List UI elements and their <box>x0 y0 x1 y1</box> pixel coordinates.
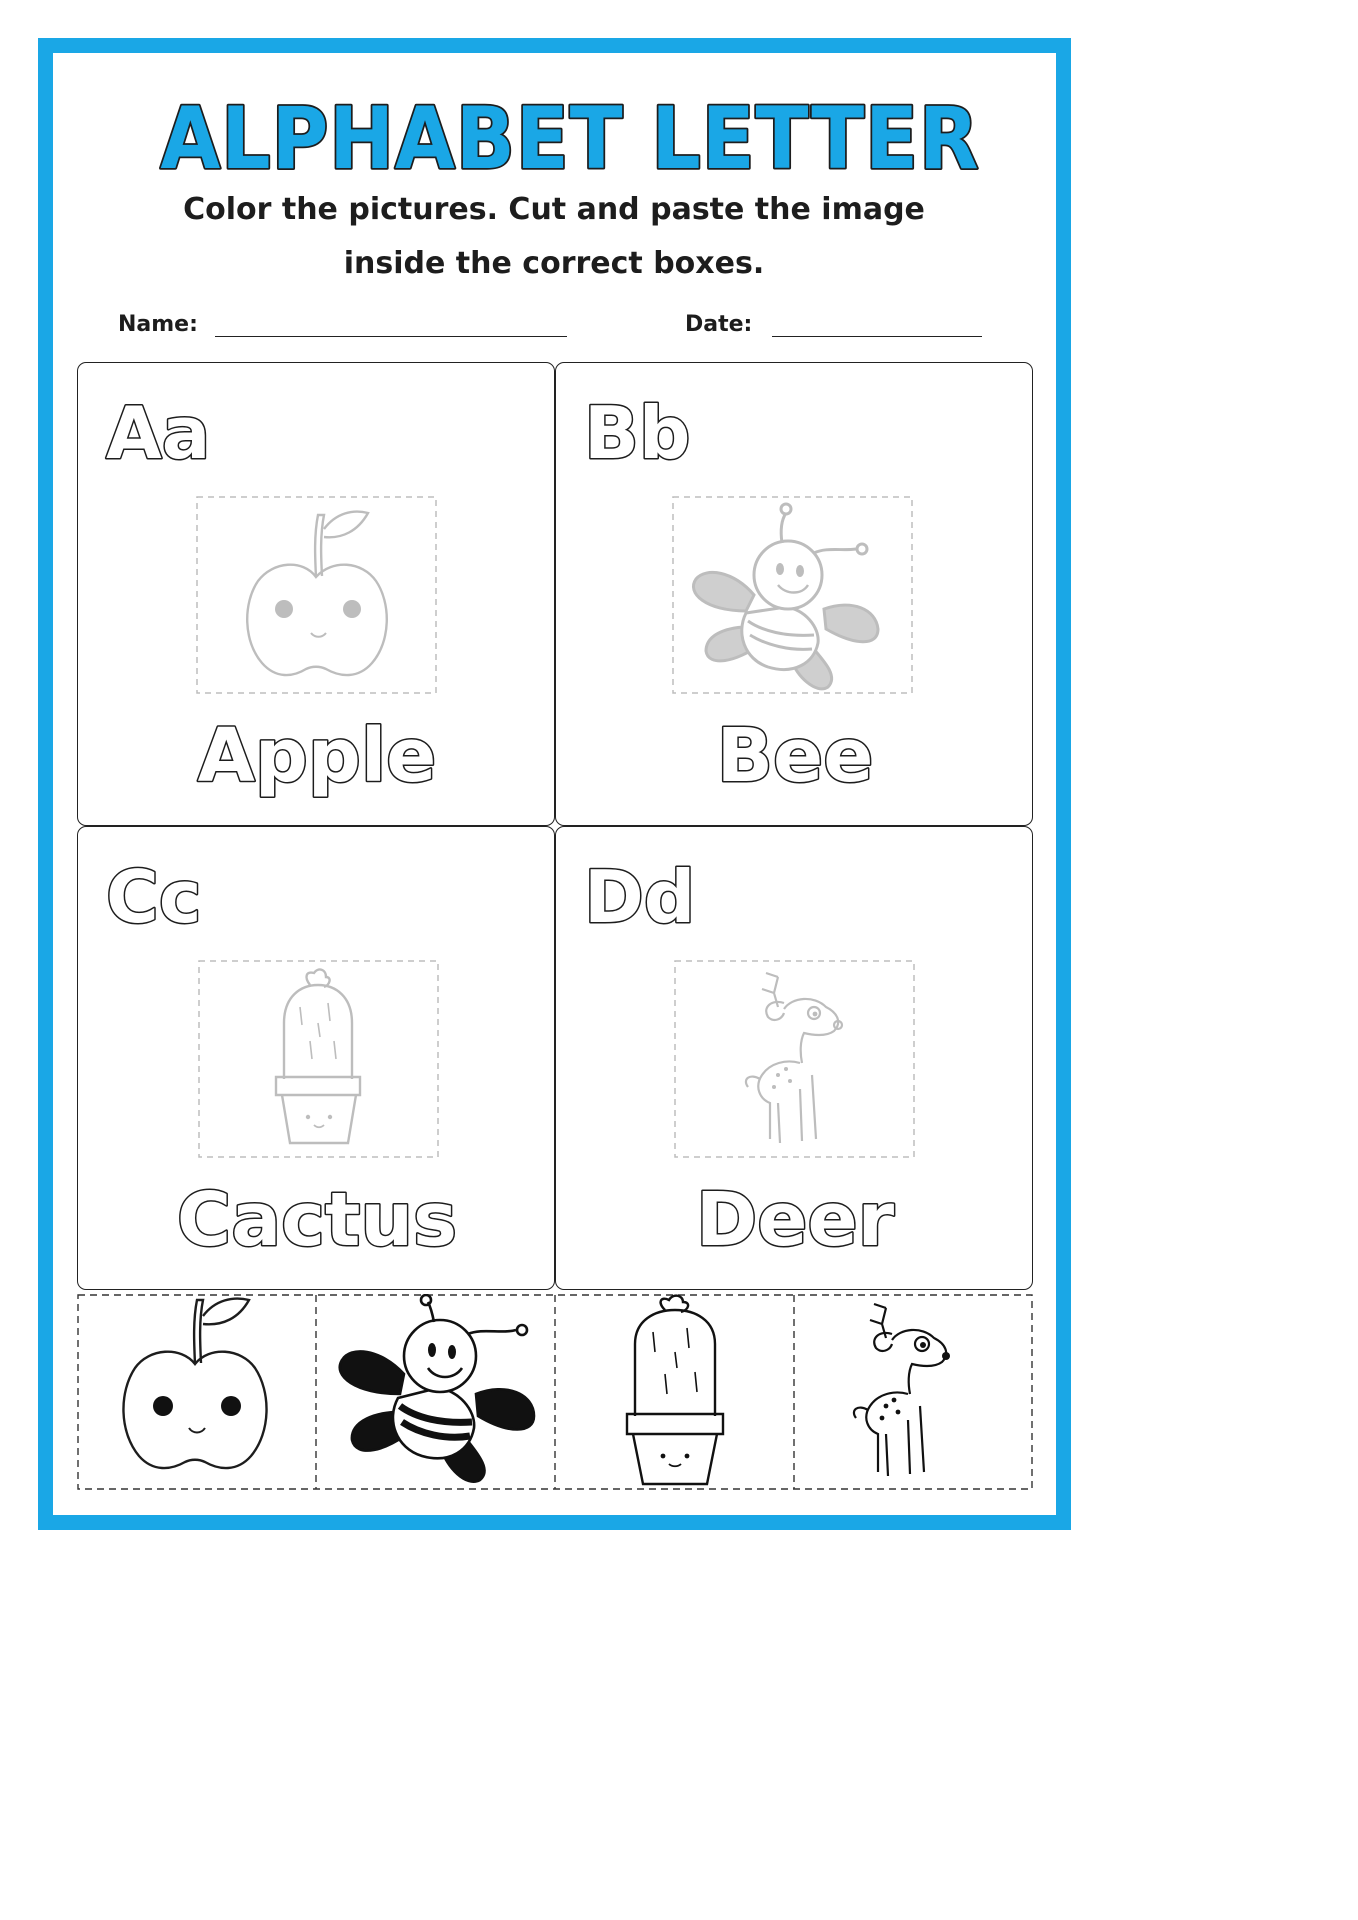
cactus-icon <box>627 1296 723 1484</box>
letter-label-d: Dd <box>584 855 696 939</box>
letter-panel-a <box>77 362 555 826</box>
deer-icon <box>746 973 842 1143</box>
cutout-bee[interactable] <box>316 1294 555 1490</box>
name-line[interactable] <box>215 336 567 337</box>
instructions-line-2: inside the correct boxes. <box>343 246 765 281</box>
letter-label-c: Cc <box>106 855 202 939</box>
letter-label-b: Bb <box>584 391 691 475</box>
word-label-bee: Bee <box>716 713 874 799</box>
cutout-apple[interactable] <box>77 1294 316 1490</box>
cutout-deer[interactable] <box>794 1294 1033 1490</box>
word-label-cactus: Cactus <box>176 1177 458 1263</box>
date-label: Date: <box>685 312 753 337</box>
word-label-apple: Apple <box>197 713 437 799</box>
deer-icon <box>854 1304 950 1476</box>
cactus-icon <box>276 970 360 1143</box>
date-line[interactable] <box>772 336 982 337</box>
name-label: Name: <box>118 312 198 337</box>
cutout-strip <box>77 1294 1033 1490</box>
letter-label-a: Aa <box>106 391 211 475</box>
bee-icon <box>340 1295 534 1482</box>
apple-icon <box>123 1299 266 1469</box>
worksheet-title <box>0 90 1108 190</box>
letter-panel-b <box>555 362 1033 826</box>
instructions-line-1: Color the pictures. Cut and paste the image <box>183 192 925 227</box>
word-label-deer: Deer <box>695 1177 895 1263</box>
paste-box-d[interactable] <box>675 961 914 1157</box>
letter-panel-c <box>77 826 555 1290</box>
cutout-cactus[interactable] <box>555 1294 794 1490</box>
title-text: ALPHABET LETTER <box>160 90 980 189</box>
apple-icon <box>247 512 387 676</box>
bee-icon <box>693 504 878 689</box>
letter-panel-d <box>555 826 1033 1290</box>
